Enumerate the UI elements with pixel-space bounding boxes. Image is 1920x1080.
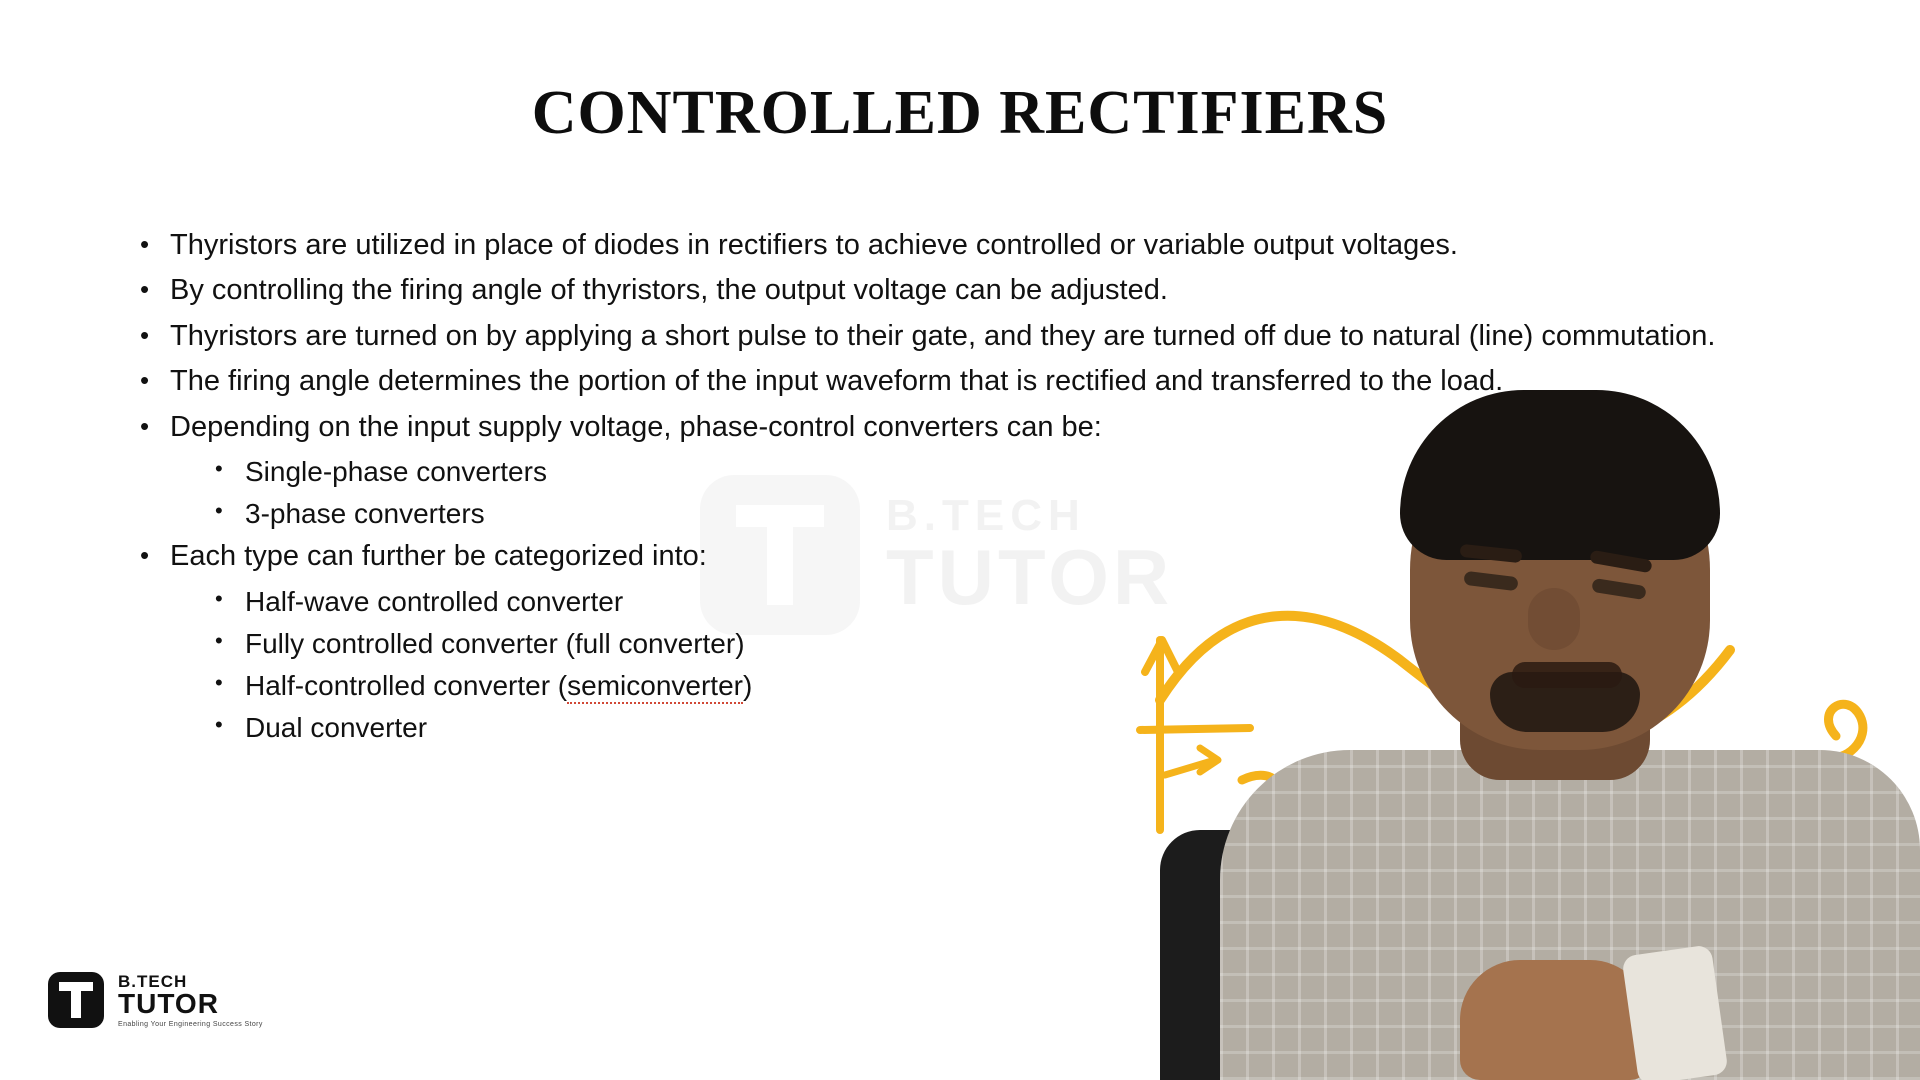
brand-logo-bottom-text: TUTOR: [118, 987, 219, 1019]
list-item-text: Single-phase converters: [245, 455, 547, 487]
bullet-marker: •: [215, 712, 223, 738]
list-item-text: Depending on the input supply voltage, phase-control converters can be:: [170, 410, 1102, 443]
list-item-text: The firing angle determines the portion of the input waveform that is rectified and transferred to the load.: [170, 365, 1504, 398]
bullet-marker: •: [140, 410, 150, 441]
presenter-mouth: [1512, 662, 1622, 688]
bullet-marker: •: [140, 274, 150, 305]
bullet-marker: •: [140, 229, 150, 259]
presenter-hair: [1400, 390, 1720, 560]
brand-logo-tagline: Enabling Your Engineering Success Story: [118, 1020, 263, 1028]
list-item-text-suffix: ): [742, 669, 753, 701]
list-item-text: Thyristors are turned on by applying a short pulse to their gate, and they are turned off due to natural (line) commutation.: [170, 319, 1716, 352]
list-item-text: Half-wave controlled converter: [245, 585, 624, 617]
bullet-marker: •: [140, 540, 150, 571]
brand-logo-top-text: B.TECH: [118, 971, 188, 991]
list-item-text: Fully controlled converter (full converter): [245, 627, 745, 659]
watermark-top-text: B.TECH: [886, 491, 1086, 540]
list-item: [140, 273, 1800, 308]
list-item-text-prefix: Half-controlled converter (: [245, 669, 568, 701]
brand-logo-text: [118, 973, 263, 1028]
list-item: [140, 228, 1800, 263]
list-item: [140, 319, 1800, 354]
bullet-marker: •: [215, 669, 223, 695]
list-item-text: Thyristors are utilized in place of diodes in rectifiers to achieve controlled or variable output voltages.: [170, 229, 1458, 261]
brand-logo: [48, 972, 263, 1028]
bullet-marker: •: [140, 365, 150, 396]
presenter-video-overlay: [1160, 380, 1920, 1080]
list-item-text: 3-phase converters: [245, 498, 485, 530]
brand-logo-icon: [48, 972, 104, 1028]
list-item-text: Dual converter: [245, 712, 428, 744]
list-item-text: By controlling the firing angle of thyristors, the output voltage can be adjusted.: [170, 274, 1168, 307]
presenter-paper: [1621, 944, 1728, 1080]
presenter-hand: [1460, 960, 1650, 1080]
list-item-text: Each type can further be categorized into:: [170, 540, 707, 573]
presenter-nose: [1528, 588, 1580, 650]
watermark-bottom-text: TUTOR: [886, 533, 1174, 621]
bullet-marker: •: [140, 319, 150, 350]
bullet-marker: •: [215, 455, 223, 481]
bullet-marker: •: [215, 498, 223, 524]
spellcheck-word: semiconverter: [567, 670, 743, 704]
page-title: CONTROLLED RECTIFIERS: [531, 79, 1389, 147]
bullet-marker: •: [215, 627, 223, 653]
bullet-marker: •: [215, 585, 223, 611]
